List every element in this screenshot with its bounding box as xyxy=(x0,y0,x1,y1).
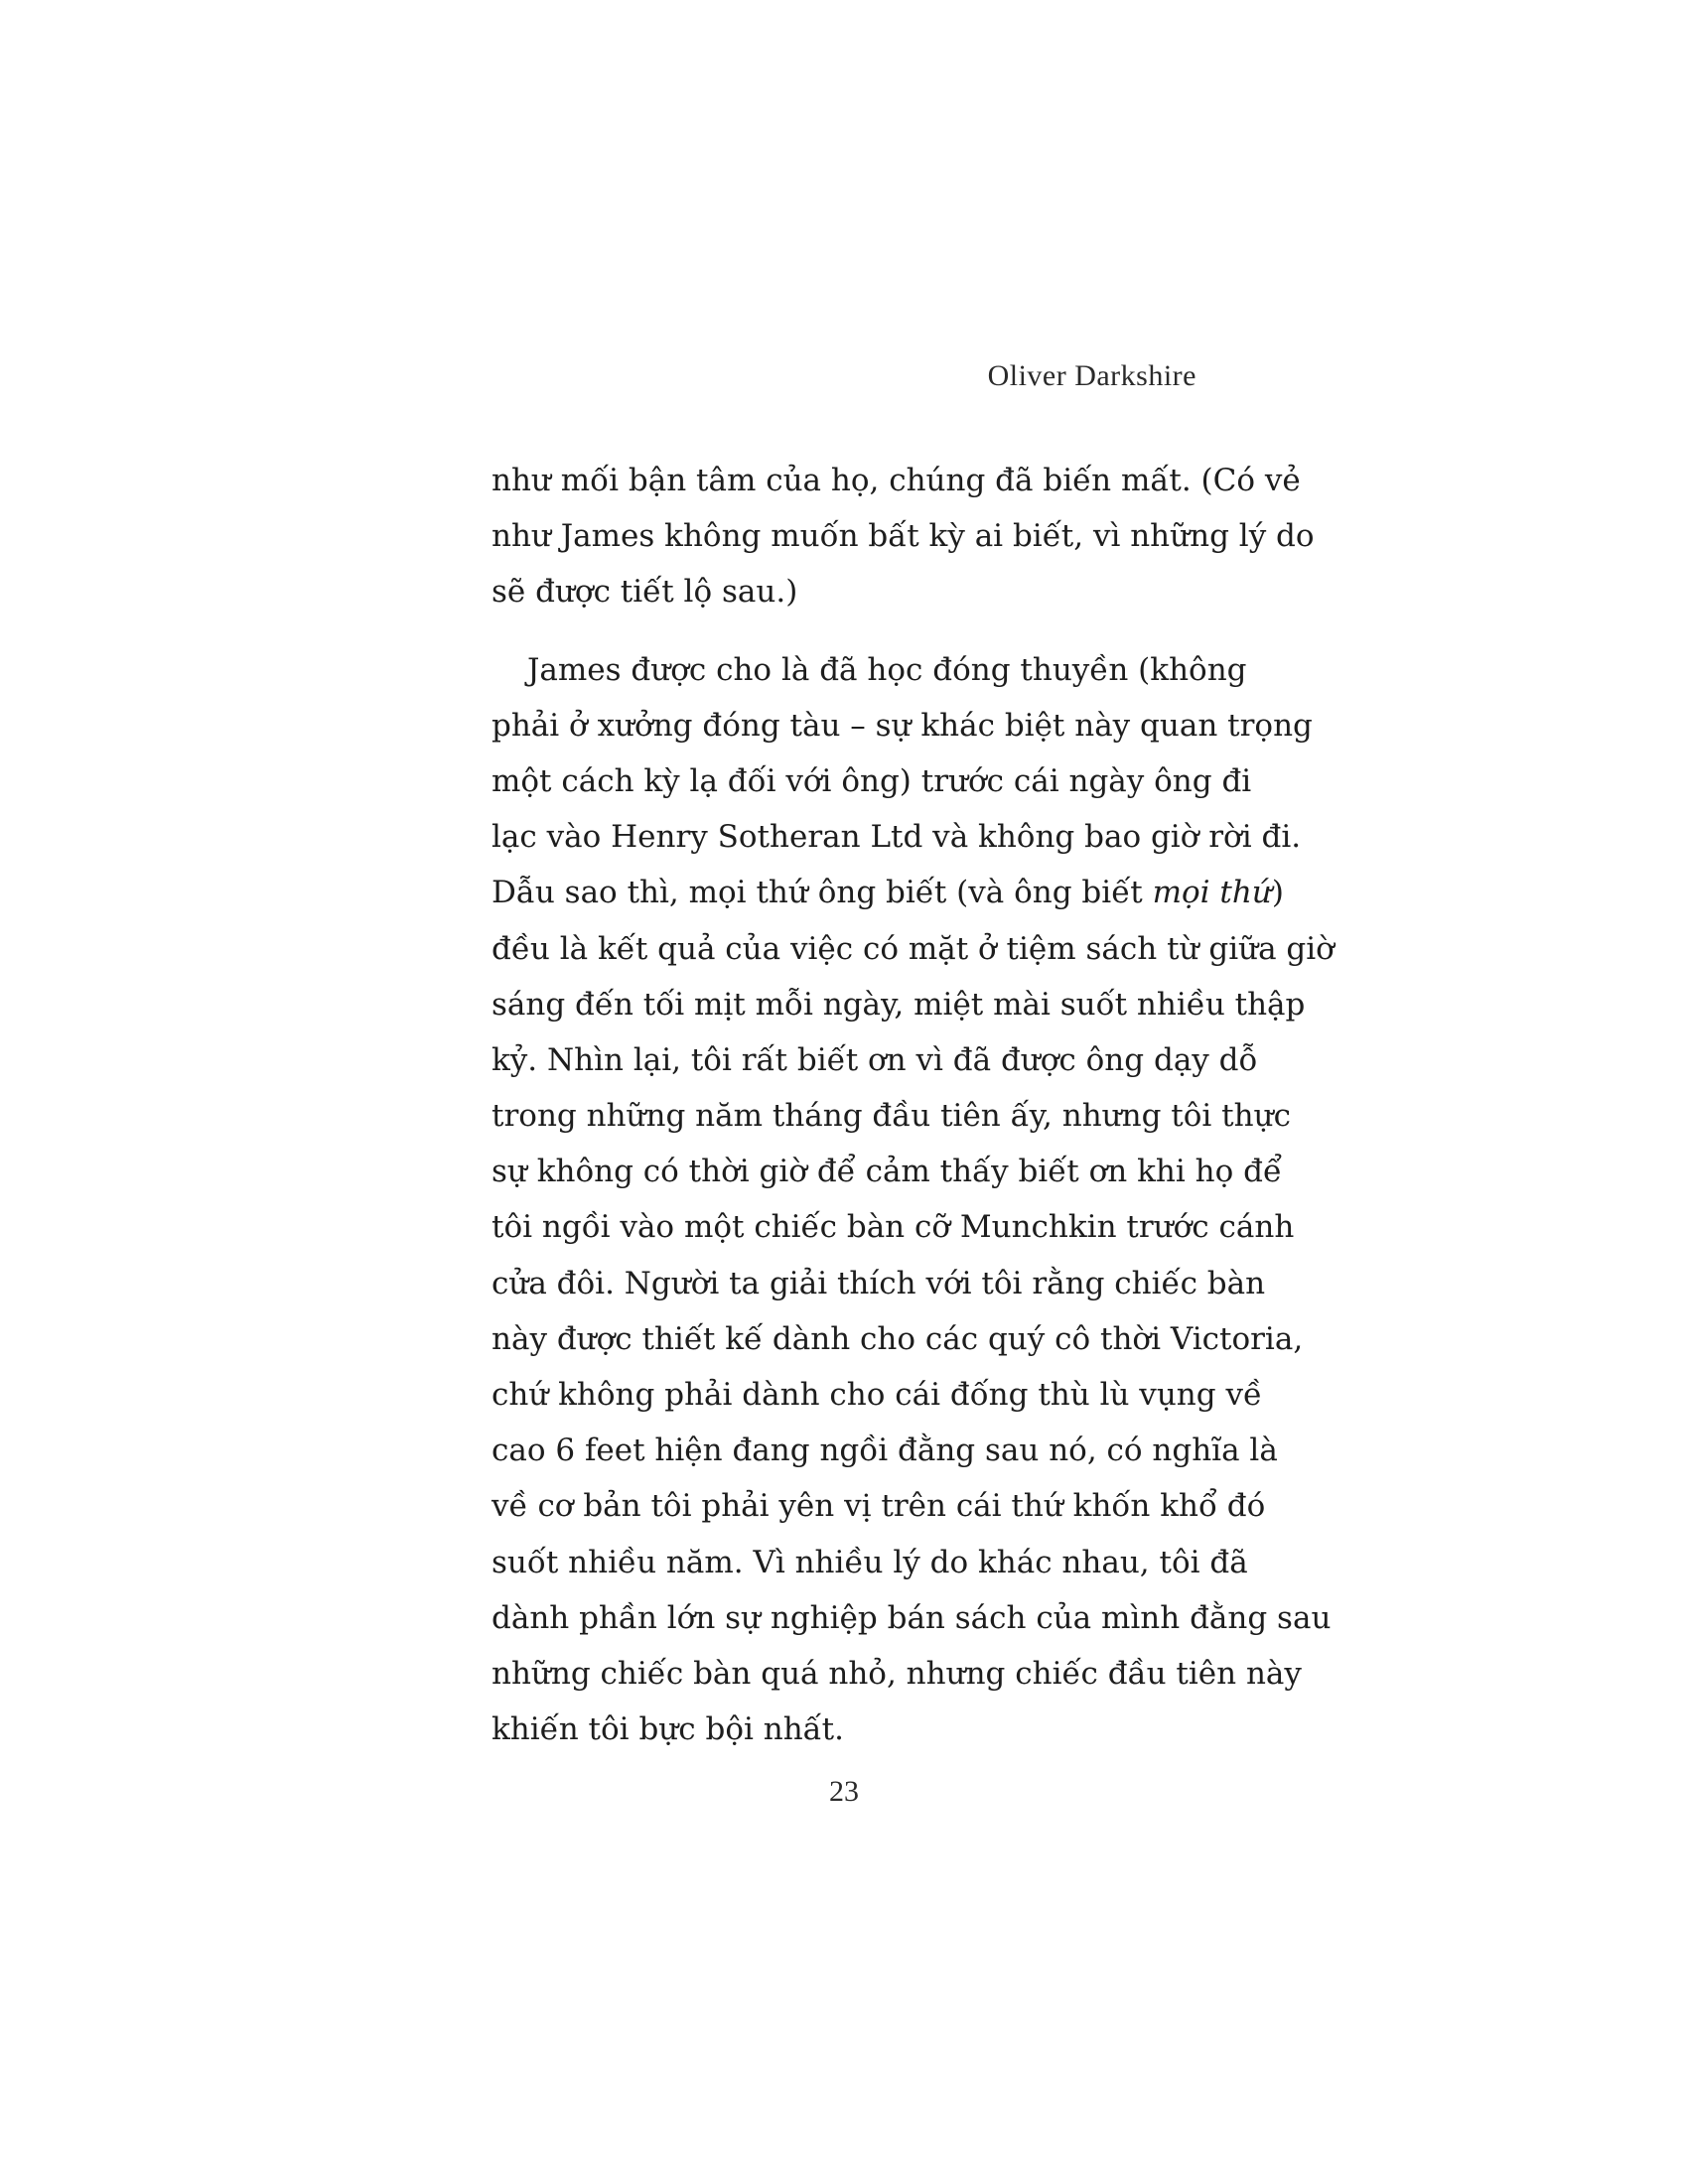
text-line: phải ở xưởng đóng tàu – sự khác biệt này quan trọng xyxy=(492,707,1313,744)
page-body xyxy=(492,453,1335,1757)
closing-paren: ) xyxy=(1271,875,1284,911)
emphasis-text: mọi thứ xyxy=(1152,875,1272,911)
text-line: sẽ được tiết lộ sau.) xyxy=(492,574,798,611)
text-line: James được cho là đã học đóng thuyền (không xyxy=(527,651,1247,688)
text-line: trong những năm tháng đầu tiên ấy, nhưng tôi thực xyxy=(492,1098,1291,1135)
text-line: đều là kết quả của việc có mặt ở tiệm sách từ giữa giờ xyxy=(492,930,1335,967)
text-line: cao 6 feet hiện đang ngồi đằng sau nó, có nghĩa là xyxy=(492,1433,1278,1469)
paragraph xyxy=(492,453,1315,620)
text-line: này được thiết kế dành cho các quý cô thời Victoria, xyxy=(492,1320,1304,1357)
text-line: về cơ bản tôi phải yên vị trên cái thứ khốn khổ đó xyxy=(492,1488,1266,1525)
text-line: những chiếc bàn quá nhỏ, nhưng chiếc đầu tiên này xyxy=(492,1655,1302,1692)
paragraph-gap xyxy=(492,620,1196,642)
text-line: lạc vào Henry Sotheran Ltd và không bao giờ rời đi. xyxy=(492,819,1302,856)
running-header xyxy=(492,359,1196,393)
text-line: dành phần lớn sự nghiệp bán sách của mình đằng sau xyxy=(492,1599,1332,1636)
text-line: tôi ngồi vào một chiếc bàn cỡ Munchkin trước cánh xyxy=(492,1209,1295,1246)
author-name: Oliver Darkshire xyxy=(987,359,1196,392)
page-number: 23 xyxy=(829,1775,859,1808)
text-line: một cách kỳ lạ đối với ông) trước cái ngày ông đi xyxy=(492,762,1252,799)
paragraph xyxy=(492,642,1335,1758)
text-line: khiến tôi bực bội nhất. xyxy=(492,1711,844,1748)
text-segment: Dẫu sao thì, mọi thứ ông biết (và ông biết xyxy=(492,875,1143,911)
text-line: như mối bận tâm của họ, chúng đã biến mất. (Có vẻ xyxy=(492,463,1301,498)
text-line: suốt nhiều năm. Vì nhiều lý do khác nhau, tôi đã xyxy=(492,1544,1248,1580)
text-line: cửa đôi. Người ta giải thích với tôi rằng chiếc bàn xyxy=(492,1265,1266,1301)
text-line: sự không có thời giờ để cảm thấy biết ơn khi họ để xyxy=(492,1154,1283,1190)
text-line xyxy=(492,865,1284,920)
text-line: kỷ. Nhìn lại, tôi rất biết ơn vì đã được ông dạy dỗ xyxy=(492,1041,1258,1078)
text-line: chứ không phải dành cho cái đống thù lù vụng về xyxy=(492,1377,1263,1413)
text-line: như James không muốn bất kỳ ai biết, vì những lý do xyxy=(492,518,1315,555)
text-line: sáng đến tối mịt mỗi ngày, miệt mài suốt nhiều thập xyxy=(492,986,1306,1023)
